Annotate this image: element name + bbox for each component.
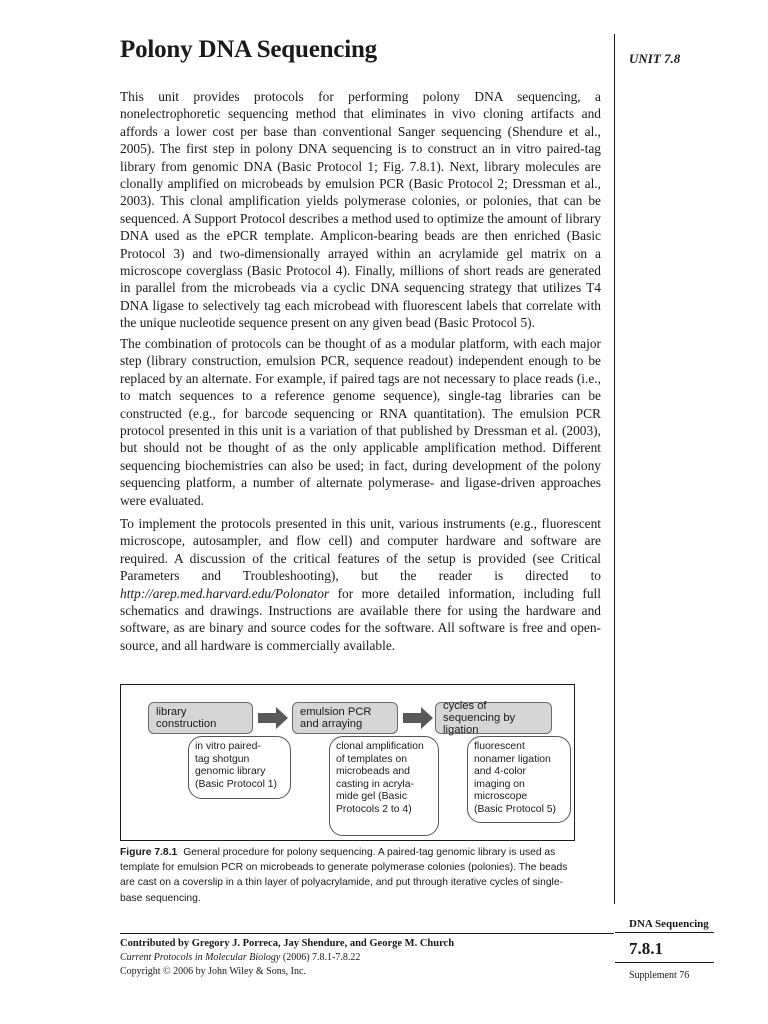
- stage-library-construction: library construction: [148, 702, 253, 734]
- unit-label: UNIT 7.8: [629, 51, 681, 66]
- instruments-paragraph: [120, 515, 601, 654]
- journal-name: Current Protocols in Molecular Biology: [120, 952, 281, 963]
- stage-emulsion-pcr: emulsion PCR and arraying: [292, 702, 398, 734]
- detail-sequencing: fluorescent nonamer ligation and 4-color imaging on microscope (Basic Protocol 5): [467, 736, 571, 823]
- section-name: DNA Sequencing: [629, 918, 709, 930]
- right-arrow-icon: [258, 707, 288, 729]
- contributors: Contributed by Gregory J. Porreca, Jay Shendure, and George M. Church: [120, 938, 455, 949]
- modular-platform-paragraph: The combination of protocols can be thought of as a modular platform, with each major step (library construction, emulsion PCR, sequence readout) independent enough to be replaced by an alternate. For example, if paired tags are not necessary to place reads (i.e., to match sequences to a reference genome sequence), single-tag libraries can be constructed (e.g., for barcode sequencing or RNA quantitation). The emulsion PCR protocol presented in this unit is a variation of that published by Dressman et al. (2003), but should not be thought of as the only applicable amplification method. Different sequencing biochemistries can also be used; in fact, during development of the polony sequencing platform, a number of alternate polymerase- and ligase-driven approaches were evaluated.: [120, 336, 601, 508]
- page-number-rule: [615, 962, 714, 963]
- intro-paragraph: This unit provides protocols for performing polony DNA sequencing, a nonelectrophoretic sequencing method that eliminates in vivo cloning artifacts and affords a lower cost per base than conventional Sanger sequencing (Shendure et al., 2005). The first step in polony DNA sequencing is to construct an in vitro paired-tag library from genomic DNA (Basic Protocol 1; Fig. 7.8.1). Next, library molecules are clonally amplified on microbeads by emulsion PCR (Basic Protocol 2; Dressman et al., 2003). This clonal amplification yields polymerase colonies, or polonies, that can be sequenced. A Support Protocol describes a method used to optimize the amount of library DNA used as the ePCR template. Amplicon-bearing beads are then enriched (Basic Protocol 3) and two-dimensionally arrayed within an acrylamide gel matrix on a microscope coverglass (Basic Protocol 4). Finally, millions of short reads are generated in parallel from the microbeads via a cyclic DNA sequencing strategy that utilizes T4 DNA ligase to selectively tag each microbead with fluorescent labels that correlate with the unique nucleotide sequence present on any given bead (Basic Protocol 5).: [120, 89, 601, 331]
- instruments-text-start: To implement the protocols presented in this unit, various instruments (e.g., fluorescent microscope, autosampler, and flow cell) and computer hardware and software are required. A discussion of the critical features of the setup is provided (see Critical Parameters and Troubleshooting), but the reader is directed to: [120, 516, 601, 584]
- figure-caption: [120, 845, 573, 906]
- section-rule: [615, 932, 714, 933]
- copyright: Copyright © 2006 by John Wiley & Sons, Inc.: [120, 966, 306, 977]
- figure-label: Figure 7.8.1: [120, 847, 178, 858]
- polonator-link[interactable]: http://arep.med.harvard.edu/Polonator: [120, 585, 330, 601]
- figure-7-8-1: [120, 684, 575, 841]
- journal-citation: [120, 952, 360, 963]
- stage-sequencing-by-ligation: cycles of sequencing by ligation: [435, 702, 552, 734]
- margin-rule: [614, 34, 615, 904]
- journal-details: (2006) 7.8.1-7.8.22: [280, 952, 361, 963]
- page-title: Polony DNA Sequencing: [120, 36, 377, 63]
- footer-rule: [120, 933, 614, 934]
- caption-text: General procedure for polony sequencing. A paired-tag genomic library is used as template for emulsion PCR on microbeads to generate polymerase colonies (polonies). The beads are cast on a coverslip in a thin layer of polyacrylamide, and put through iterative cycles of single-base sequencing.: [120, 847, 568, 904]
- page-number: 7.8.1: [629, 939, 663, 958]
- right-arrow-icon: [403, 707, 433, 729]
- detail-library: in vitro paired- tag shotgun genomic library (Basic Protocol 1): [188, 736, 291, 799]
- supplement-label: Supplement 76: [629, 970, 690, 981]
- detail-emulsion-pcr: clonal amplification of templates on microbeads and casting in acryla- mide gel (Basic Protocols 2 to 4): [329, 736, 439, 836]
- instruments-text-end: for more detailed information, including full schematics and drawings. Instructions are available there for using the hardware and software, as are binary and source codes for the software. All software is free and open-source, and all hardware is commercially available.: [120, 585, 601, 653]
